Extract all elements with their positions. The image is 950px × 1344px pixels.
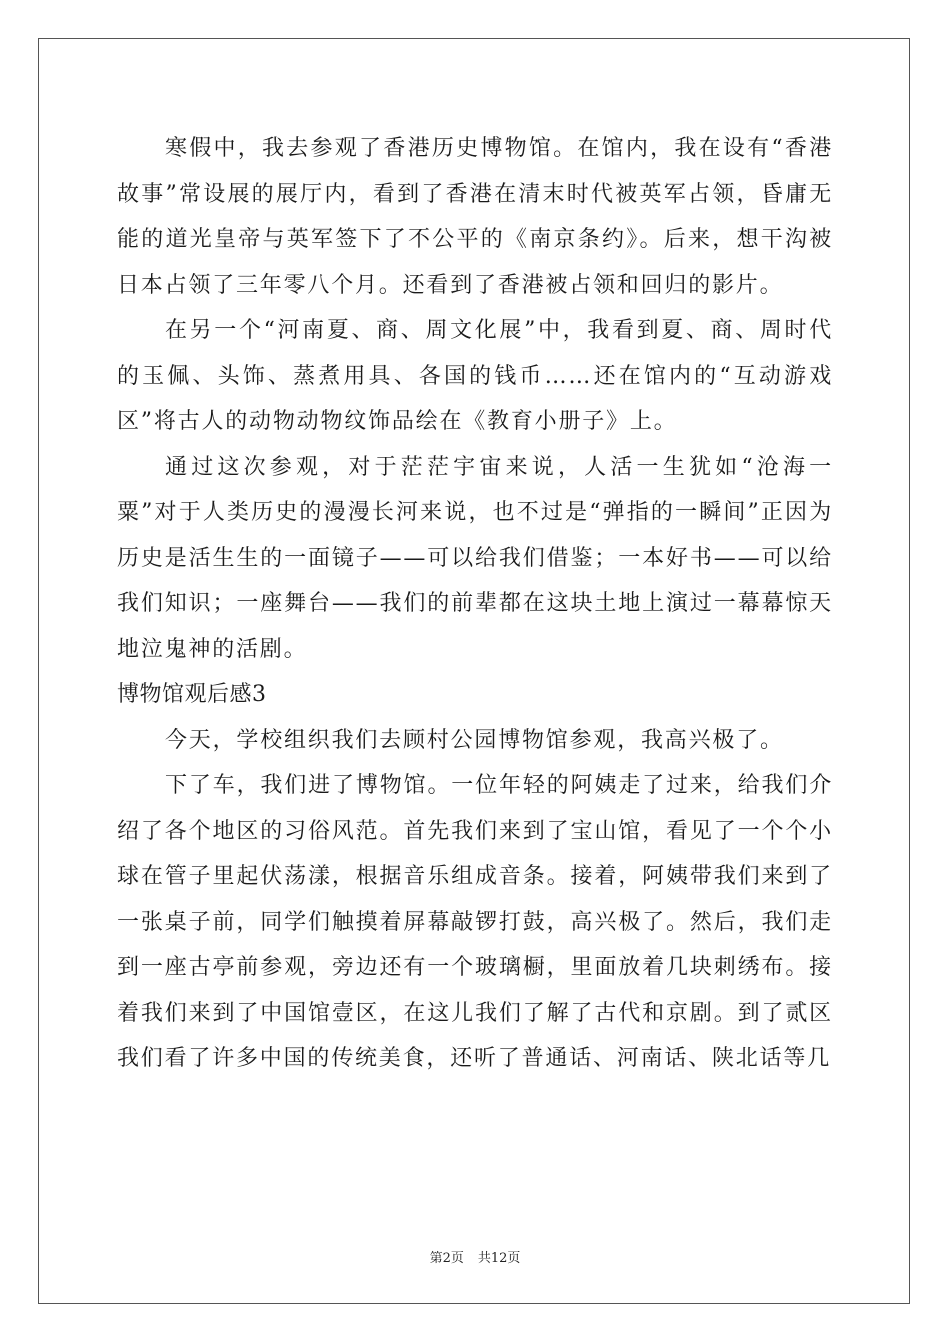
page-footer <box>0 1247 950 1266</box>
paragraph: 寒假中，我去参观了香港历史博物馆。在馆内，我在设有“香港故事”常设展的展厅内，看到了香港在清末时代被英军占领，昏庸无能的道光皇帝与英军签下了不公平的《南京条约》。后来，想干沟被日本占领了三年零八个月。还看到了香港被占领和回归的影片。 <box>117 136 833 298</box>
paragraph: 通过这次参观，对于茫茫宇宙来说，人活一生犹如“沧海一粟”对于人类历史的漫漫长河来说，也不过是“弹指的一瞬间”正因为历史是活生生的一面镜子——可以给我们借鉴；一本好书——可以给我们知识；一座舞台——我们的前辈都在这块土地上演过一幕幕惊天地泣鬼神的活剧。 <box>117 454 833 662</box>
document-body <box>117 126 833 1082</box>
paragraph: 今天，学校组织我们去顾村公园博物馆参观，我高兴极了。 <box>165 727 784 753</box>
paragraph: 下了车，我们进了博物馆。一位年轻的阿姨走了过来，给我们介绍了各个地区的习俗风范。首先我们来到了宝山馆，看见了一个个小球在管子里起伏荡漾，根据音乐组成音条。接着，阿姨带我们来到了一张桌子前，同学们触摸着屏幕敲锣打鼓，高兴极了。然后，我们走到一座古亭前参观，旁边还有一个玻璃橱，里面放着几块刺绣布。接着我们来到了中国馆壹区，在这儿我们了解了古代和京剧。到了贰区我们看了许多中国的传统美食，还听了普通话、河南话、陕北话等几 <box>117 773 833 1071</box>
paragraph: 在另一个“河南夏、商、周文化展”中，我看到夏、商、周时代的玉佩、头饰、蒸煮用具、各国的钱币……还在馆内的“互动游戏区”将古人的动物动物纹饰品绘在《教育小册子》上。 <box>117 318 833 434</box>
page-number: 第2页 <box>429 1251 464 1266</box>
section-heading: 博物馆观后感3 <box>117 682 267 707</box>
page-total: 共12页 <box>477 1251 521 1266</box>
